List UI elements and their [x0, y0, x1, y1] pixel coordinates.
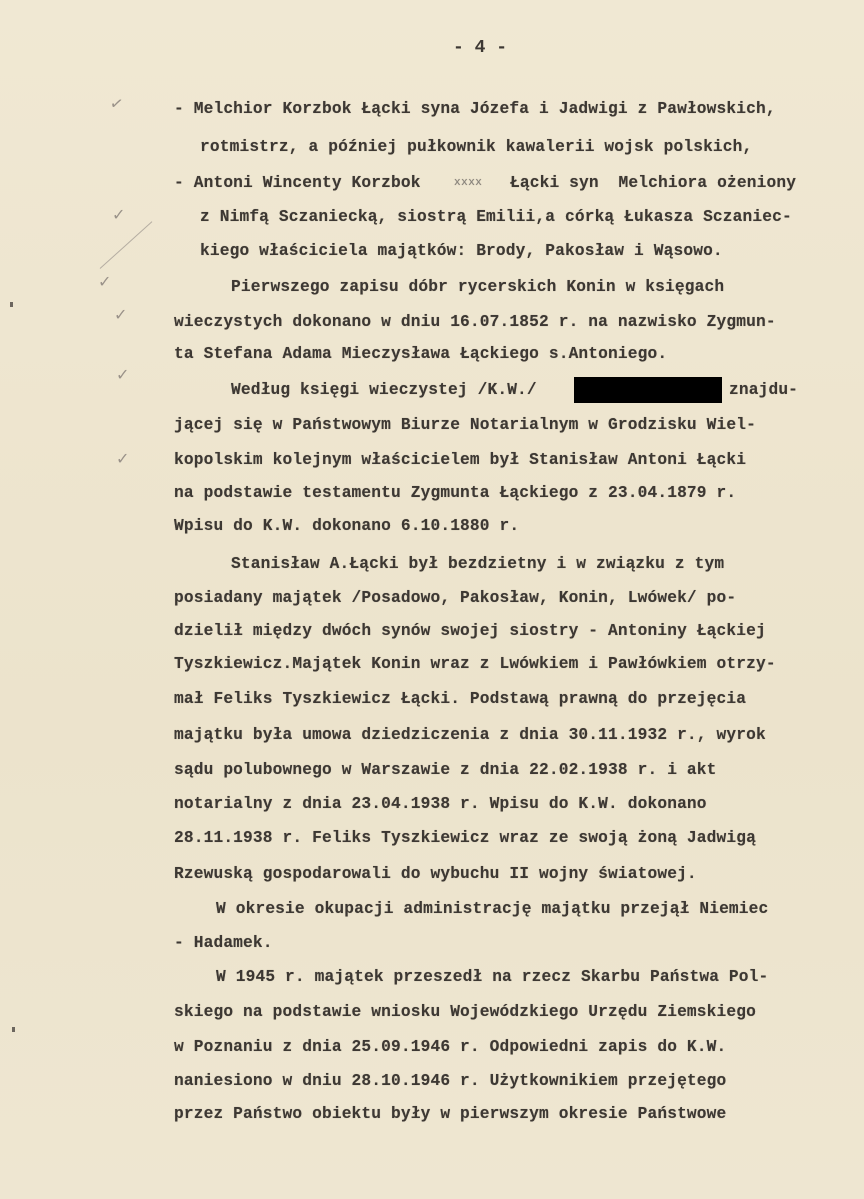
- text-line: z Nimfą Sczaniecką, siostrą Emilii,a córką Łukasza Sczaniec-: [200, 208, 792, 226]
- text-line: Stanisław A.Łącki był bezdzietny i w związku z tym: [231, 555, 725, 573]
- text-line: skiego na podstawie wniosku Wojewódzkiego Urzędu Ziemskiego: [174, 1003, 756, 1021]
- page-number: - 4 -: [453, 38, 508, 58]
- margin-check-mark: ✓: [108, 92, 125, 115]
- text-line: Według księgi wieczystej /K.W./: [231, 381, 537, 399]
- margin-check-mark: ✓: [98, 272, 112, 291]
- text-line: naniesiono w dniu 28.10.1946 r. Użytkownikiem przejętego: [174, 1072, 727, 1090]
- margin-check-mark: ✓: [112, 205, 126, 224]
- text-line: posiadany majątek /Posadowo, Pakosław, Konin, Lwówek/ po-: [174, 589, 737, 607]
- text-line: majątku była umowa dziedziczenia z dnia 30.11.1932 r., wyrok: [174, 726, 766, 744]
- text-line: dzielił między dwóch synów swojej siostry - Antoniny Łąckiej: [174, 622, 766, 640]
- text-line: Wpisu do K.W. dokonano 6.10.1880 r.: [174, 517, 520, 535]
- text-line: przez Państwo obiektu były w pierwszym okresie Państwowe: [174, 1105, 727, 1123]
- binder-mark: [10, 302, 13, 307]
- text-line: Pierwszego zapisu dóbr rycerskich Konin w księgach: [231, 278, 725, 296]
- margin-check-mark: ✓: [116, 365, 130, 384]
- text-line: 28.11.1938 r. Feliks Tyszkiewicz wraz ze swoją żoną Jadwigą: [174, 829, 756, 847]
- text-line: rotmistrz, a później pułkownik kawalerii wojsk polskich,: [200, 138, 753, 156]
- text-line: - Hadamek.: [174, 934, 273, 952]
- margin-check-mark: ✓: [114, 305, 128, 324]
- text-line: notarialny z dnia 23.04.1938 r. Wpisu do K.W. dokonano: [174, 795, 707, 813]
- text-line: - Antoni Wincenty Korzbok: [174, 174, 421, 192]
- struck-text: xxxx: [454, 177, 483, 189]
- text-line: ta Stefana Adama Mieczysława Łąckiego s.Antoniego.: [174, 345, 668, 363]
- text-line: jącej się w Państwowym Biurze Notarialnym w Grodzisku Wiel-: [174, 416, 756, 434]
- text-line: W 1945 r. majątek przeszedł na rzecz Skarbu Państwa Pol-: [216, 968, 769, 986]
- text-line: na podstawie testamentu Zygmunta Łąckiego z 23.04.1879 r.: [174, 484, 737, 502]
- pencil-stroke: [100, 221, 153, 269]
- text-line: Rzewuską gospodarowali do wybuchu II wojny światowej.: [174, 865, 697, 883]
- text-line: sądu polubownego w Warszawie z dnia 22.02.1938 r. i akt: [174, 761, 717, 779]
- text-line: w Poznaniu z dnia 25.09.1946 r. Odpowiedni zapis do K.W.: [174, 1038, 727, 1056]
- margin-check-mark: ✓: [116, 449, 130, 468]
- binder-mark: [12, 1027, 15, 1032]
- text-line: kopolskim kolejnym właścicielem był Stanisław Antoni Łącki: [174, 451, 747, 469]
- text-line: Łącki syn Melchiora ożeniony: [510, 174, 797, 192]
- text-line: kiego właściciela majątków: Brody, Pakosław i Wąsowo.: [200, 242, 723, 260]
- text-line: znajdu-: [729, 381, 799, 399]
- text-line: wieczystych dokonano w dniu 16.07.1852 r. na nazwisko Zygmun-: [174, 313, 776, 331]
- text-line: W okresie okupacji administrację majątku przejął Niemiec: [216, 900, 769, 918]
- text-line: Tyszkiewicz.Majątek Konin wraz z Lwówkiem i Pawłówkiem otrzy-: [174, 655, 776, 673]
- text-line: mał Feliks Tyszkiewicz Łącki. Podstawą prawną do przejęcia: [174, 690, 747, 708]
- text-line: - Melchior Korzbok Łącki syna Józefa i Jadwigi z Pawłowskich,: [174, 100, 776, 118]
- redaction-box: [574, 377, 722, 403]
